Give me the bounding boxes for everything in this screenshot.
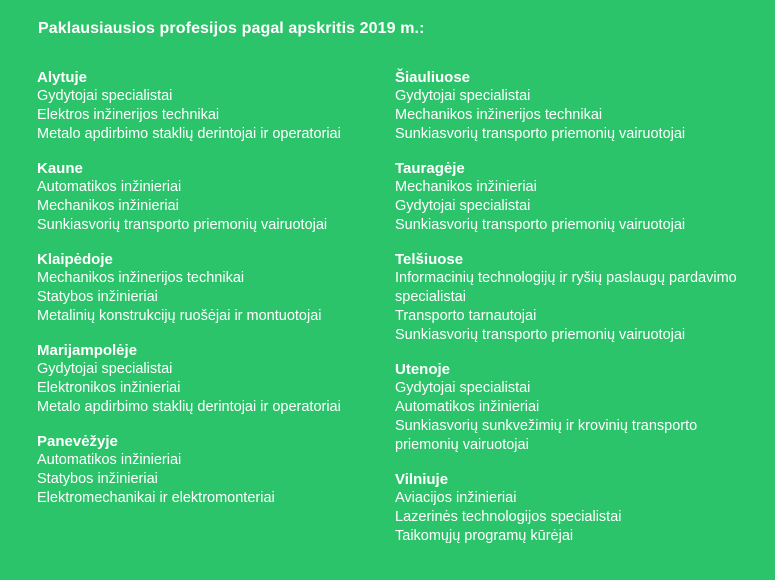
job-item: Informacinių technologijų ir ryšių paslaugų pardavimo specialistai [395, 270, 737, 305]
region-name: Tauragėje [395, 160, 465, 177]
job-list [395, 87, 745, 144]
region-vilniuje [395, 470, 745, 546]
region-name: Šiauliuose [395, 69, 471, 86]
region-alytuje [37, 68, 387, 144]
page-title: Paklausiausios profesijos pagal apskritis 2019 m.: [38, 20, 425, 37]
job-item: Mechanikos inžinieriai [37, 198, 179, 214]
job-item: Lazerinės technologijos specialistai [395, 509, 622, 525]
region-telsiuose [395, 250, 745, 345]
region-utenoje [395, 360, 745, 455]
job-item: Automatikos inžinieriai [395, 399, 540, 415]
job-item: Sunkiasvorių transporto priemonių vairuotojai [37, 217, 328, 233]
job-item: Metalo apdirbimo staklių derintojai ir operatoriai [37, 126, 341, 142]
region-name: Utenoje [395, 361, 451, 378]
job-list [37, 360, 387, 417]
job-item: Sunkiasvorių transporto priemonių vairuotojai [395, 217, 686, 233]
job-item: Gydytojai specialistai [395, 198, 531, 214]
job-list [37, 451, 387, 508]
left-column [37, 68, 387, 523]
job-list [395, 178, 745, 235]
job-item: Sunkiasvorių transporto priemonių vairuotojai [395, 126, 686, 142]
job-list [37, 269, 387, 326]
job-item: Automatikos inžinieriai [37, 452, 182, 468]
job-item: Sunkiasvorių sunkvežimių ir krovinių transporto priemonių vairuotojai [395, 418, 698, 453]
region-panevezyje [37, 432, 387, 508]
job-item: Gydytojai specialistai [37, 88, 173, 104]
job-item: Statybos inžinieriai [37, 289, 158, 305]
job-item: Elektros inžinerijos technikai [37, 107, 220, 123]
job-item: Gydytojai specialistai [395, 88, 531, 104]
job-list [395, 379, 745, 455]
job-item: Gydytojai specialistai [37, 361, 173, 377]
region-name: Alytuje [37, 69, 88, 86]
job-item: Aviacijos inžinieriai [395, 490, 517, 506]
region-siauliuose [395, 68, 745, 144]
right-column [395, 68, 745, 561]
job-item: Automatikos inžinieriai [37, 179, 182, 195]
job-item: Metalinių konstrukcijų ruošėjai ir montuotojai [37, 308, 322, 324]
region-kaune [37, 159, 387, 235]
region-klaipedoje [37, 250, 387, 326]
job-item: Metalo apdirbimo staklių derintojai ir operatoriai [37, 399, 341, 415]
job-item: Taikomųjų programų kūrėjai [395, 528, 574, 544]
region-name: Vilniuje [395, 471, 449, 488]
job-item: Mechanikos inžinerijos technikai [395, 107, 603, 123]
region-taurageje [395, 159, 745, 235]
region-name: Kaune [37, 160, 83, 177]
job-list [395, 489, 745, 546]
region-name: Marijampolėje [37, 342, 138, 359]
job-item: Transporto tarnautojai [395, 308, 537, 324]
job-item: Elektronikos inžinieriai [37, 380, 181, 396]
job-item: Mechanikos inžinieriai [395, 179, 537, 195]
job-item: Gydytojai specialistai [395, 380, 531, 396]
region-name: Klaipėdoje [37, 251, 113, 268]
region-marijampoleje [37, 341, 387, 417]
job-list [395, 269, 745, 345]
job-item: Elektromechanikai ir elektromonteriai [37, 490, 275, 506]
region-name: Panevėžyje [37, 433, 118, 450]
job-item: Mechanikos inžinerijos technikai [37, 270, 245, 286]
job-list [37, 87, 387, 144]
region-name: Telšiuose [395, 251, 464, 268]
job-list [37, 178, 387, 235]
job-item: Statybos inžinieriai [37, 471, 158, 487]
job-item: Sunkiasvorių transporto priemonių vairuotojai [395, 327, 686, 343]
